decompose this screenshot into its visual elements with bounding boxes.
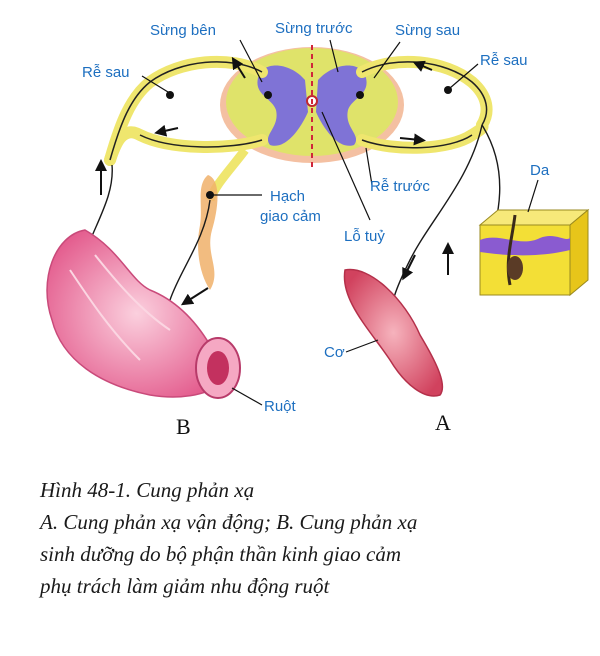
label-anterior-horn: Sừng trước xyxy=(275,20,353,37)
label-dorsal-root-right: Rễ sau xyxy=(480,52,528,69)
label-ganglion-line1: Hạch xyxy=(270,188,306,205)
label-posterior-horn: Sừng sau xyxy=(395,22,461,39)
figure-caption-title: Hình 48-1. Cung phản xạ xyxy=(40,478,255,502)
label-ganglion-line2: giao cảm xyxy=(260,208,321,225)
label-intestine: Ruột xyxy=(264,398,296,415)
label-ventral-root: Rễ trước xyxy=(370,178,430,195)
figure-caption-line-3: phụ trách làm giảm nhu động ruột xyxy=(40,574,330,598)
figure-caption-line-2: sinh dưỡng do bộ phận thần kinh giao cảm xyxy=(40,542,401,566)
muscle xyxy=(344,270,442,396)
label-central-canal: Lỗ tuỷ xyxy=(344,228,385,245)
panel-label-a: A xyxy=(435,410,451,435)
label-dorsal-root-left: Rễ sau xyxy=(82,64,130,81)
label-muscle: Cơ xyxy=(324,344,345,361)
label-lateral-horn: Sừng bên xyxy=(150,22,216,39)
skin-block xyxy=(480,210,588,295)
panel-label-b: B xyxy=(176,414,191,439)
figure-caption-line-1: A. Cung phản xạ vận động; B. Cung phản xạ xyxy=(40,510,418,534)
label-skin: Da xyxy=(530,162,550,179)
